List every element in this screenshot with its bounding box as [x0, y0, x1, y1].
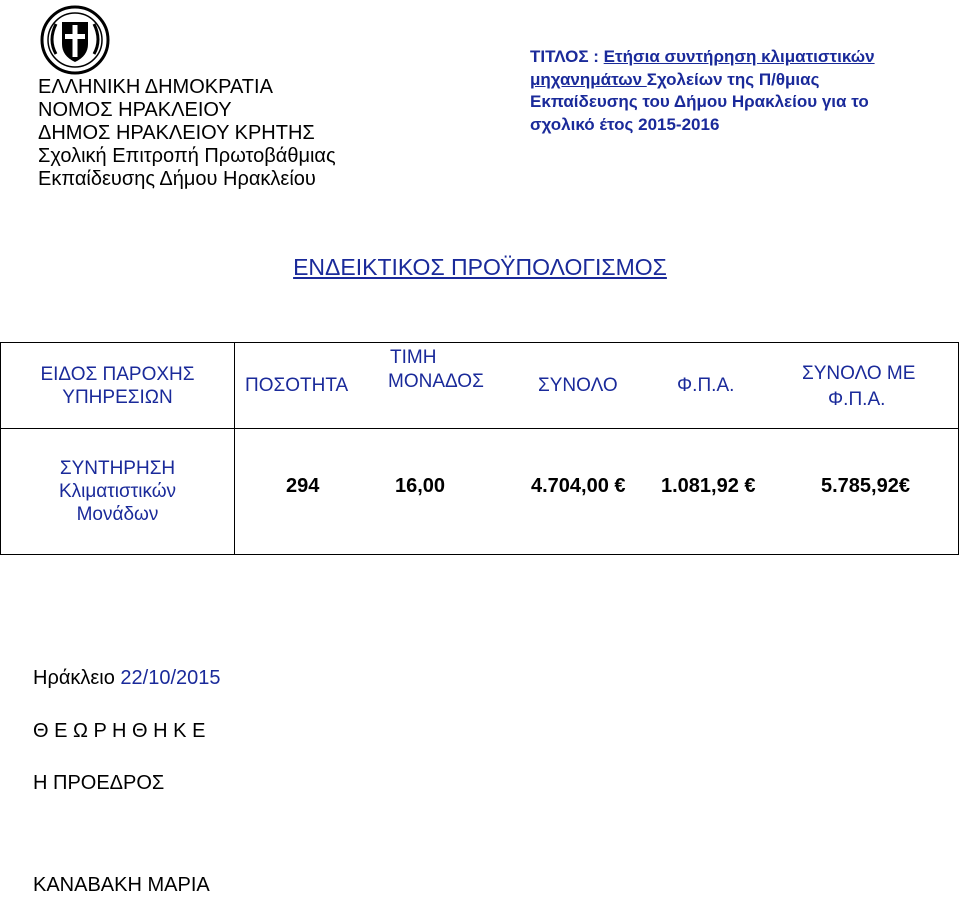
title-line-2-underlined: μηχανημάτων — [530, 69, 647, 89]
header-total: ΣΥΝΟΛΟ — [538, 375, 618, 396]
approved-label: Θ Ε Ω Ρ Η Θ Η Κ Ε — [33, 720, 206, 742]
header-kind-line-2: ΥΠΗΡΕΣΙΩΝ — [62, 386, 173, 408]
row-quantity: 294 — [286, 475, 320, 497]
header-line: ΝΟΜΟΣ ΗΡΑΚΛΕΙΟΥ — [38, 99, 232, 121]
budget-heading — [0, 254, 960, 281]
signatory-role: Η ΠΡΟΕΔΡΟΣ — [33, 772, 165, 794]
issuer-header — [38, 76, 418, 191]
row-description — [1, 429, 235, 555]
header-service-kind — [1, 343, 235, 429]
hellenic-republic-emblem-icon — [38, 4, 112, 76]
title-line-4: σχολικό έτος 2015-2016 — [530, 114, 720, 134]
document-title — [530, 46, 950, 136]
budget-table — [0, 342, 959, 555]
header-unit-price-line-1: ΤΙΜΗ — [390, 347, 437, 368]
header-kind-line-1: ΕΙΔΟΣ ΠΑΡΟΧΗΣ — [40, 363, 195, 385]
header-total-vat-line-1: ΣΥΝΟΛΟ ΜΕ — [802, 363, 916, 384]
row-unit-price: 16,00 — [395, 475, 446, 497]
table-header-row — [1, 343, 959, 429]
signatory-name: ΚΑΝΑΒΑΚΗ ΜΑΡΙΑ — [33, 874, 210, 896]
place-date — [33, 667, 221, 690]
title-line-2: Σχολείων της Π/θμιας — [646, 69, 820, 89]
row-desc-line-2: Κλιματιστικών — [58, 481, 177, 502]
row-total-vat: 5.785,92€ — [821, 475, 910, 497]
header-unit-price-line-2: ΜΟΝΑΔΟΣ — [388, 371, 484, 392]
place-label: Ηράκλειο — [33, 667, 121, 689]
row-desc-line-1: ΣΥΝΤΗΡΗΣΗ — [59, 458, 176, 479]
row-total: 4.704,00 € — [531, 475, 626, 497]
row-desc-line-3: Μονάδων — [76, 504, 159, 525]
document-date: 22/10/2015 — [120, 667, 221, 689]
table-row — [1, 429, 959, 555]
header-values-group — [235, 343, 959, 429]
title-line-1: Ετήσια συντήρηση κλιματιστικών — [603, 47, 875, 66]
header-quantity: ΠΟΣΟΤΗΤΑ — [245, 375, 349, 396]
title-line-3: Εκπαίδευσης του Δήμου Ηρακλείου για το — [530, 92, 869, 111]
header-line: ΕΛΛΗΝΙΚΗ ΔΗΜΟΚΡΑΤΙΑ — [38, 76, 273, 98]
header-line: Εκπαίδευσης Δήμου Ηρακλείου — [38, 168, 316, 190]
header-total-vat-line-2: Φ.Π.Α. — [828, 389, 886, 410]
header-line: ΔΗΜΟΣ ΗΡΑΚΛΕΙΟΥ ΚΡΗΤΗΣ — [38, 122, 315, 144]
budget-heading-text: ΕΝΔΕΙΚΤΙΚΟΣ ΠΡΟΫΠΟΛΟΓΙΣΜΟΣ — [293, 254, 667, 280]
title-prefix: ΤΙΤΛΟΣ : — [530, 47, 604, 66]
header-vat: Φ.Π.Α. — [677, 375, 735, 396]
header-line: Σχολική Επιτροπή Πρωτοβάθμιας — [38, 145, 336, 167]
row-values — [235, 429, 959, 555]
row-vat: 1.081,92 € — [661, 475, 756, 497]
